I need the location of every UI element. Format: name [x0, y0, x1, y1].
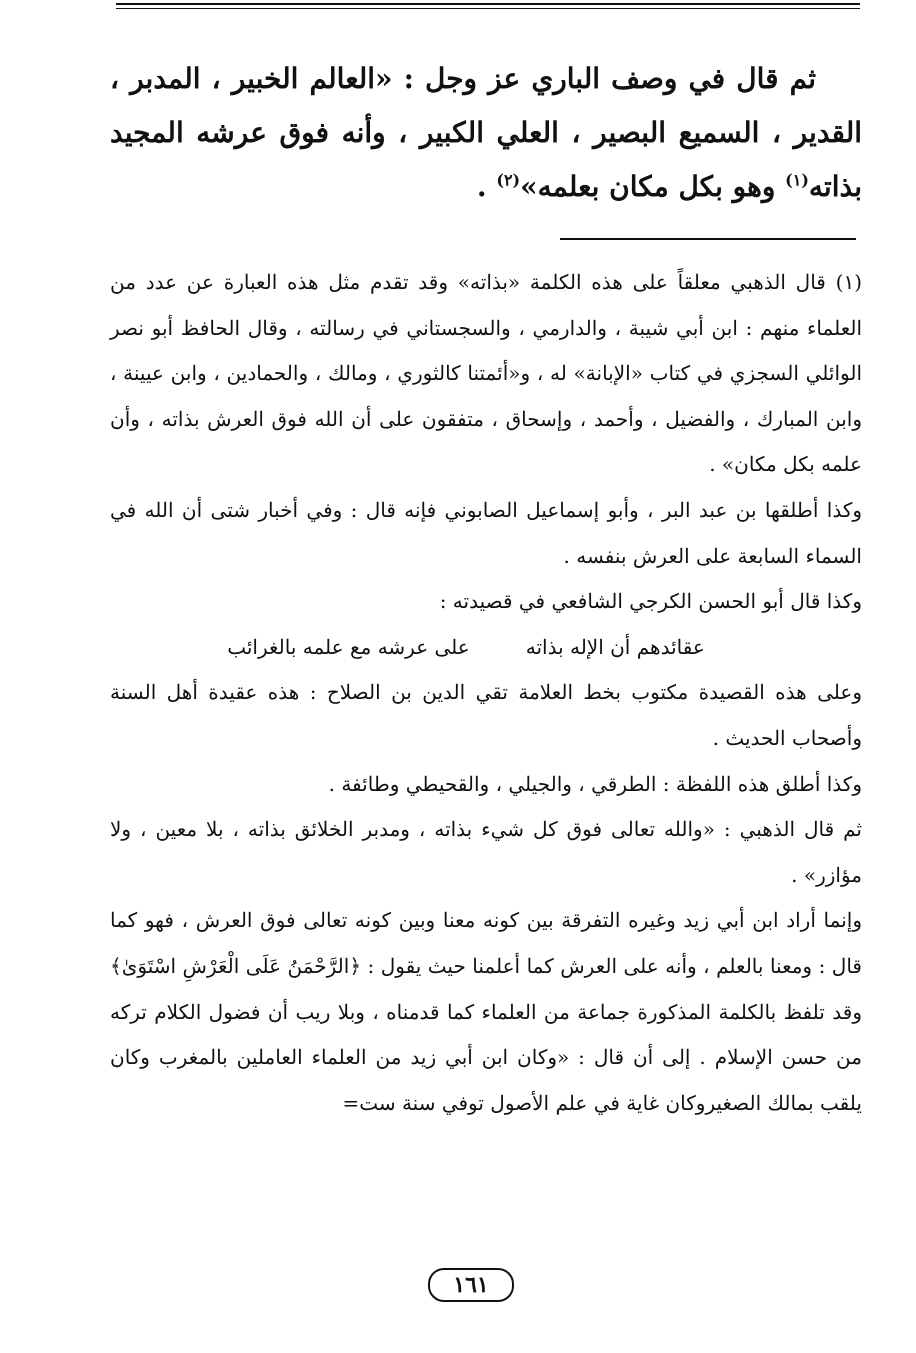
main-line-1: ثم قال في وصف الباري عز وجل : «العالم الخبير ، المدبر ، القدير ،: [110, 62, 863, 149]
main-line: [110, 52, 862, 214]
footnote-paragraph-6: ثم قال الذهبي : «والله تعالى فوق كل شيء بذاته ، ومدبر الخلائق بذاته ، بلا معين ، ولا مؤازر» .: [110, 817, 862, 887]
verse-hemistich-left: على عرشه مع علمه بالغرائب: [227, 634, 470, 659]
poem-verse: [110, 625, 862, 671]
page-number: ١٦١: [428, 1268, 514, 1302]
footnote-paragraph-7: وإنما أراد ابن أبي زيد وغيره التفرقة بين كونه معنا وبين كونه تعالى فوق العرش ، فهو كما قال : ومعنا بالعلم ، وأنه على العرش كما أعلمنا حيث يقول : ﴿الرَّحْمَنُ عَلَى الْعَرْشِ اسْتَوَىٰ﴾ وقد تلفظ بالكلمة المذكورة جماعة من العلماء كما قدمناه ، وبلا ريب أن فضول الكلام تركه من حسن الإسلام . إلى أن قال : «وكان ابن أبي زيد من العلماء العاملين بالمغرب وكان يلقب بمالك الصغيروكان غاية في علم الأصول توفي سنة ست=: [110, 908, 862, 1115]
header-rule: [116, 3, 860, 5]
main-line-3b: .: [476, 170, 497, 203]
footnote-ref-2: (٢): [496, 170, 521, 190]
footnotes: [110, 260, 862, 1126]
verse-hemistich-right: عقائدهم أن الإله بذاته: [525, 634, 705, 659]
header-rule-thin: [116, 8, 860, 9]
main-line-3a: مكان بعلمه»: [520, 170, 669, 203]
footnote-separator: [560, 238, 856, 240]
footnote-paragraph-5: وكذا أطلق هذه اللفظة : الطرقي ، والجيلي ، والقحيطي وطائفة .: [328, 771, 862, 796]
main-text: [110, 52, 862, 214]
footnote-paragraph-3: وكذا قال أبو الحسن الكرجي الشافعي في قصيدته :: [439, 589, 862, 614]
main-line-2b: وهو بكل: [678, 170, 786, 203]
main-line-2a: السميع البصير ، العلي الكبير ، وأنه فوق عرشه المجيد بذاته: [110, 116, 862, 203]
footnote-paragraph-4: وعلى هذه القصيدة مكتوب بخط العلامة تقي الدين بن الصلاح : هذه عقيدة أهل السنة وأصحاب الحديث .: [110, 680, 862, 750]
footnote-paragraph-1: (١) قال الذهبي معلقاً على هذه الكلمة «بذاته» وقد تقدم مثل هذه العبارة عن عدد من العلماء منهم : ابن أبي شيبة ، والدارمي ، والسجستاني في رسالته ، وقال الحافظ أبو نصر الوائلي السجزي في كتاب «الإبانة» له ، و«أئمتنا كالثوري ، ومالك ، والحمادين ، وابن عيينة ، وابن المبارك ، والفضيل ، وأحمد ، وإسحاق ، متفقون على أن الله فوق العرش بذاته ، وأن علمه بكل مكان» .: [110, 270, 862, 477]
footnote-paragraph-2: وكذا أطلقها بن عبد البر ، وأبو إسماعيل الصابوني فإنه قال : وفي أخبار شتى أن الله في السماء السابعة على العرش بنفسه .: [110, 497, 862, 568]
footnote-ref-1: (١): [785, 170, 809, 190]
